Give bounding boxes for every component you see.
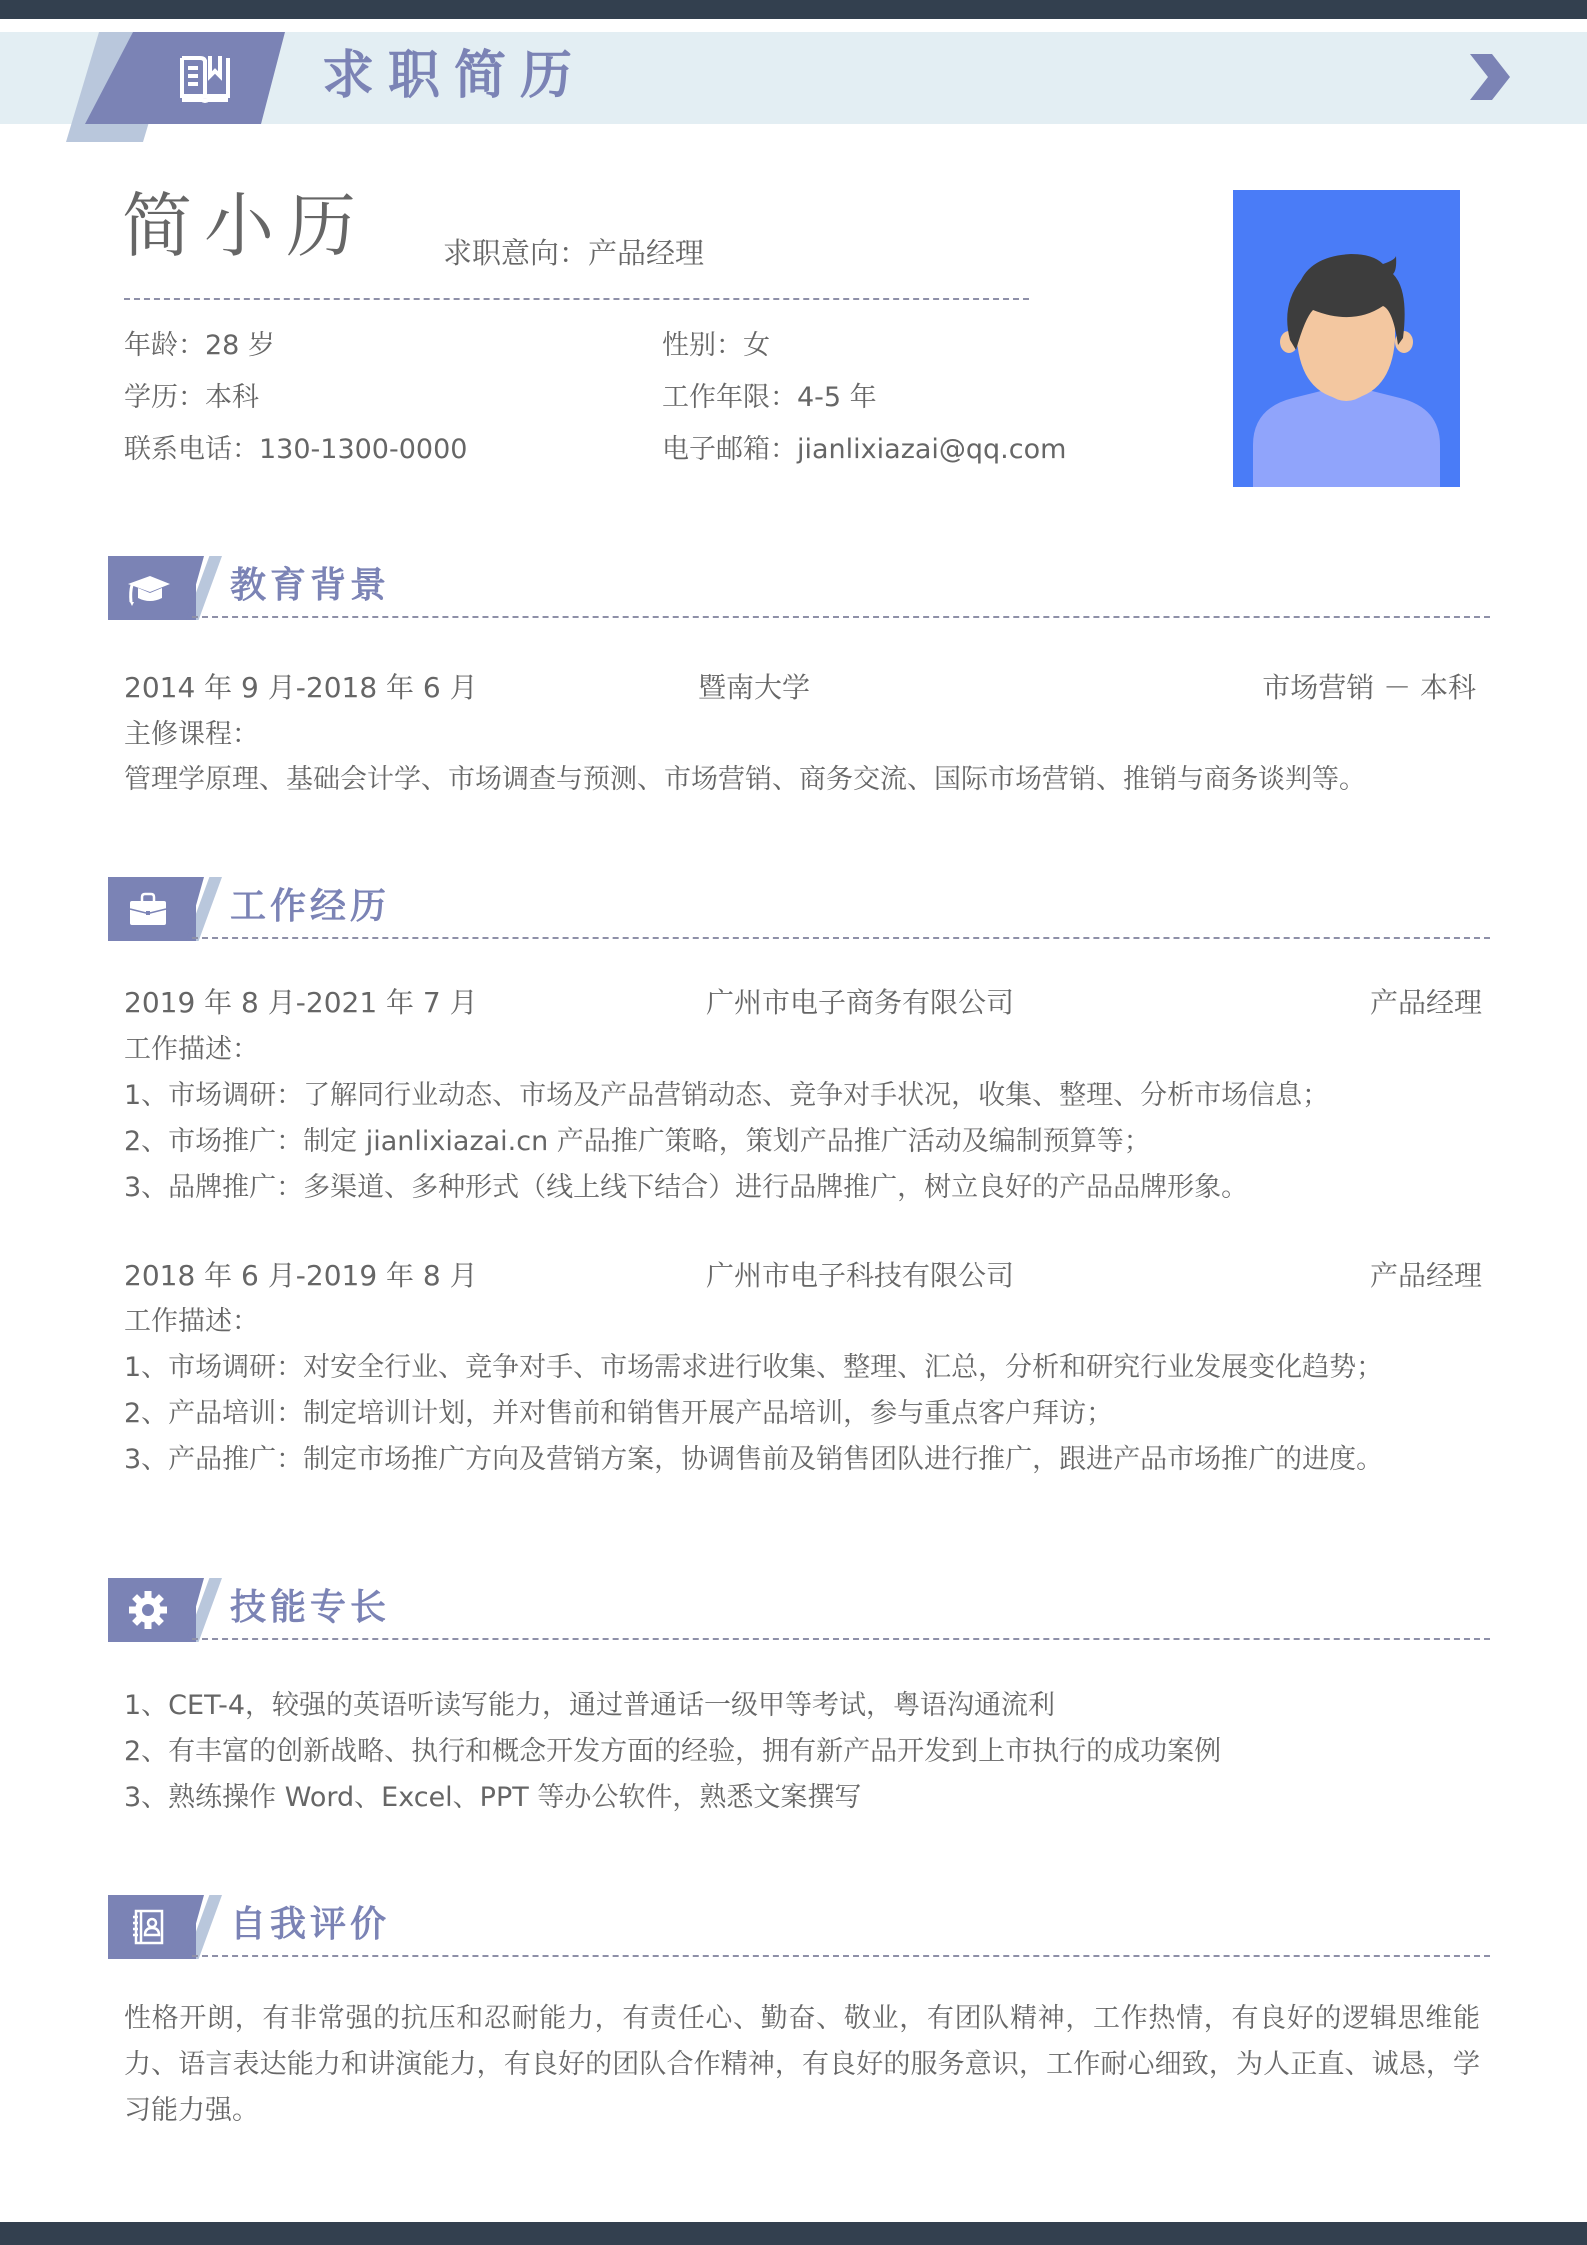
job-company: 广州市电子商务有限公司 — [706, 986, 1015, 1019]
job-company: 广州市电子科技有限公司 — [706, 1259, 1015, 1292]
education-major: 市场营销 － 本科 — [1262, 671, 1476, 704]
contact-book-icon — [124, 1907, 172, 1947]
section-header-skills — [108, 1578, 1490, 1642]
info-phone: 联系电话：130-1300-0000 — [124, 434, 468, 465]
bottom-bar — [0, 2222, 1587, 2245]
job-row — [124, 1256, 1486, 1296]
avatar-person-icon — [1233, 190, 1460, 487]
job-desc-item: 2、市场推广：制定 jianlixiazai.cn 产品推广策略，策划产品推广活动及编制预算等； — [124, 1126, 1151, 1157]
section-divider — [192, 1955, 1490, 1957]
section-divider — [192, 937, 1490, 939]
skill-item: 3、熟练操作 Word、Excel、PPT 等办公软件，熟悉文案撰写 — [124, 1782, 862, 1813]
education-row — [124, 668, 1486, 708]
self-eval-text: 性格开朗，有非常强的抗压和忍耐能力，有责任心、勤奋、敬业，有团队精神，工作热情，有良好的逻辑思维能力、语言表达能力和讲演能力，有良好的团队合作精神，有良好的服务意识，工作耐心细致，为人正直、诚恳，学习能力强。 — [124, 2003, 1480, 2126]
briefcase-icon — [124, 889, 172, 929]
job-intent: 求职意向：产品经理 — [443, 236, 705, 270]
section-divider — [192, 616, 1490, 618]
info-age: 年龄：28 岁 — [124, 330, 275, 361]
section-title: 工作经历 — [230, 886, 391, 927]
candidate-name: 简小历 — [122, 185, 368, 267]
chevron-right-icon — [1468, 54, 1512, 100]
graduation-cap-icon — [124, 568, 172, 608]
job-position: 产品经理 — [1369, 986, 1482, 1019]
section-title: 教育背景 — [230, 565, 391, 606]
avatar-photo — [1233, 190, 1460, 487]
section-header-work — [108, 877, 1490, 941]
info-education: 学历：本科 — [124, 382, 259, 413]
section-title: 自我评价 — [230, 1904, 391, 1945]
divider — [124, 298, 1029, 300]
banner-title: 求职简历 — [322, 46, 587, 106]
job-desc-item: 1、市场调研：了解同行业动态、市场及产品营销动态、竞争对手状况，收集、整理、分析市场信息； — [124, 1080, 1330, 1111]
info-email: 电子邮箱：jianlixiazai@qq.com — [662, 434, 1067, 465]
job-row — [124, 983, 1486, 1023]
skill-item: 2、有丰富的创新战略、执行和概念开发方面的经验，拥有新产品开发到上市执行的成功案例 — [124, 1736, 1222, 1767]
job-period: 2018 年 6 月-2019 年 8 月 — [124, 1259, 478, 1292]
job-desc-item: 3、品牌推广：多渠道、多种形式（线上线下结合）进行品牌推广，树立良好的产品品牌形象。 — [124, 1172, 1249, 1203]
job-desc-label: 工作描述： — [124, 1306, 259, 1337]
job-desc-item: 2、产品培训：制定培训计划，并对售前和销售开展产品培训，参与重点客户拜访； — [124, 1398, 1114, 1429]
job-period: 2019 年 8 月-2021 年 7 月 — [124, 986, 478, 1019]
top-bar — [0, 0, 1587, 19]
job-desc-item: 3、产品推广：制定市场推广方向及营销方案，协调售前及销售团队进行推广，跟进产品市场推广的进度。 — [124, 1444, 1384, 1475]
education-period: 2014 年 9 月-2018 年 6 月 — [124, 671, 478, 704]
info-gender: 性别：女 — [662, 330, 770, 361]
section-header-education — [108, 556, 1490, 620]
education-school: 暨南大学 — [698, 671, 811, 704]
courses-label: 主修课程： — [124, 719, 259, 750]
gear-icon — [124, 1590, 172, 1630]
job-desc-label: 工作描述： — [124, 1034, 259, 1065]
section-divider — [192, 1638, 1490, 1640]
section-header-self-eval — [108, 1895, 1490, 1959]
section-title: 技能专长 — [230, 1587, 391, 1628]
job-position: 产品经理 — [1369, 1259, 1482, 1292]
skill-item: 1、CET-4，较强的英语听读写能力，通过普通话一级甲等考试，粤语沟通流利 — [124, 1690, 1056, 1721]
book-icon — [178, 52, 232, 104]
courses-list: 管理学原理、基础会计学、市场调查与预测、市场营销、商务交流、国际市场营销、推销与商务谈判等。 — [124, 764, 1366, 795]
info-work-years: 工作年限：4-5 年 — [662, 382, 877, 413]
job-desc-item: 1、市场调研：对安全行业、竞争对手、市场需求进行收集、整理、汇总，分析和研究行业发展变化趋势； — [124, 1352, 1384, 1383]
